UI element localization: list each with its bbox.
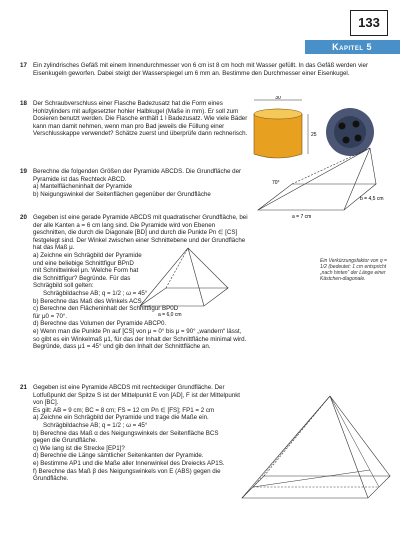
task-number: 19 (20, 168, 27, 175)
task-intro: Berechne die folgenden Größen der Pyramide ABCDS. Die Grundfläche der Pyramide ist das Rechteck ABCD. (33, 168, 242, 183)
subtask-c: c) Berechne den Flächeninhalt der Schnittfigur BP0D für μ0 = 70°. (33, 305, 179, 320)
dim-side-label: 25 (311, 132, 317, 138)
subtask-f: f) Berechne das Maß β des Neigungswinkels von E (ABS) gegen die Grundfläche. (33, 467, 221, 483)
scale-factor-note: Ein Verkürzungsfaktor von q = 1/2 (bedeutet: 1 cm entspricht „nach hinten“ der Länge einer Kästchen-diagonale. (320, 258, 387, 282)
pyramid-20-diagram (136, 244, 236, 318)
subtask-b: b) Neigungswinkel der Seitenflächen gegenüber der Grundfläche (33, 190, 211, 198)
subtask-e: e) Bestimme AP1 und die Maße aller Innenwinkel des Dreiecks AP1S. (33, 459, 225, 467)
edge-b-label: b = 4,5 cm (360, 196, 384, 202)
subtask-a-axis: Schrägbildachse AB; q = 1/2 ; ω = 45° (43, 289, 148, 297)
task-text: Ein zylindrisches Gefäß mit einem Innendurchmesser von 6 cm ist 8 cm hoch mit Wasser gefüllt. In das Gefäß werden vier Eisenkugeln geworfen. Dabei steigt der Wasserspiegel um 6 mm an. Bestimme den Durchmesser einer Eisenkugel. (33, 62, 369, 77)
subtask-a: a) Zeichne ein Schrägbild der Pyramide und trage die Maße ein. (33, 414, 209, 422)
chapter-header (305, 40, 400, 54)
task-17 (20, 62, 380, 77)
pyramid-19-diagram (252, 142, 397, 220)
given-values: Es gilt: AB = 9 cm; BC = 8 cm; FS = 12 cm Pn ∈ [FS]; FP1 = 2 cm (33, 406, 215, 414)
pyramid-21-diagram (238, 392, 398, 504)
task-number: 18 (20, 100, 27, 107)
subtask-a: a) Zeichne ein Schrägbild der Pyramide und eine beliebige Schnittfigur BPnD mit Schnittwinkel μn. Welche Form hat die Schnittfigur? Begründe. Für das Schrägbild soll gelten: (33, 251, 142, 290)
task-number: 21 (20, 384, 27, 391)
task-number: 17 (20, 62, 27, 69)
task-text: Der Schraubverschluss einer Flasche Badezusatz hat die Form eines Hohlzylinders mit aufgesetzter hohler Halbkugel (Maße in mm). Er soll zum Dosieren benutzt werden. Die Flasche enthält 1 l Badezusatz. Wie viele Bäder kann man damit nehmen, wenn man pro Bad jeweils die Füllung einer Verschlusskappe verwendet? Schätze zuerst und überprüfe dann rechnerisch. (33, 100, 248, 138)
task-number: 20 (20, 214, 27, 221)
chapter-title: Kapitel 5 (332, 42, 372, 52)
subtask-c: c) Wie lang ist die Strecke [EP1]? (33, 444, 125, 452)
dim-top-label: 30 (275, 96, 281, 101)
angle-label: 70° (272, 180, 280, 186)
edge-a-label: a = 7 cm (292, 214, 312, 220)
subtask-b: b) Berechne das Maß α des Neigungswinkels der Seitenfläche BCS gegen die Grundfläche. (33, 429, 219, 445)
subtask-a-axis: Schrägbildachse AB; q = 1/2 ; ω = 45° (43, 421, 148, 429)
task-intro: Gegeben ist eine Pyramide ABCDS mit rechteckiger Grundfläche. Der Lotfußpunkt der Spitze S ist der Mittelpunkt E von [AD], F ist der Mittelpunkt von [BC]. (33, 384, 241, 407)
subtask-a: a) Mantelflächeninhalt der Pyramide (33, 183, 133, 191)
subtask-d: d) Berechne die Länge sämtlicher Seitenkanten der Pyramide. (33, 452, 204, 460)
subtask-b: b) Berechne das Maß des Winkels ACS. (33, 297, 144, 305)
task-19 (20, 168, 260, 198)
page-number: 133 (350, 10, 388, 36)
subtask-e: e) Wenn man die Punkte Pn auf [CS] von μ = 0° bis μ = 90° „wandern“ lässt, so gibt es ein Winkelmaß μ1, für das der Inhalt der Schnittfläche minimal wird. Begründe, dass μ1 = 45° und gib den Inhalt der Schnittfläche an. (33, 327, 247, 351)
task-21 (20, 384, 248, 483)
task-intro: Gegeben ist eine gerade Pyramide ABCDS mit quadratischer Grundfläche, bei der alle Kanten a = 6 cm lang sind. Die Pyramide wird von Ebenen geschnitten, die durch die Diagonale [BD] und durch die Punkte Pn ∈ [CS] festgelegt sind. Der Winkel zwischen einer Schnittebene und der Grundfläche hat das Maß μ. (33, 214, 248, 252)
task-18 (20, 100, 250, 138)
edge-a-label: a = 6,0 cm (158, 312, 182, 318)
subtask-d: d) Berechne das Volumen der Pyramide ABCP0. (33, 320, 167, 328)
